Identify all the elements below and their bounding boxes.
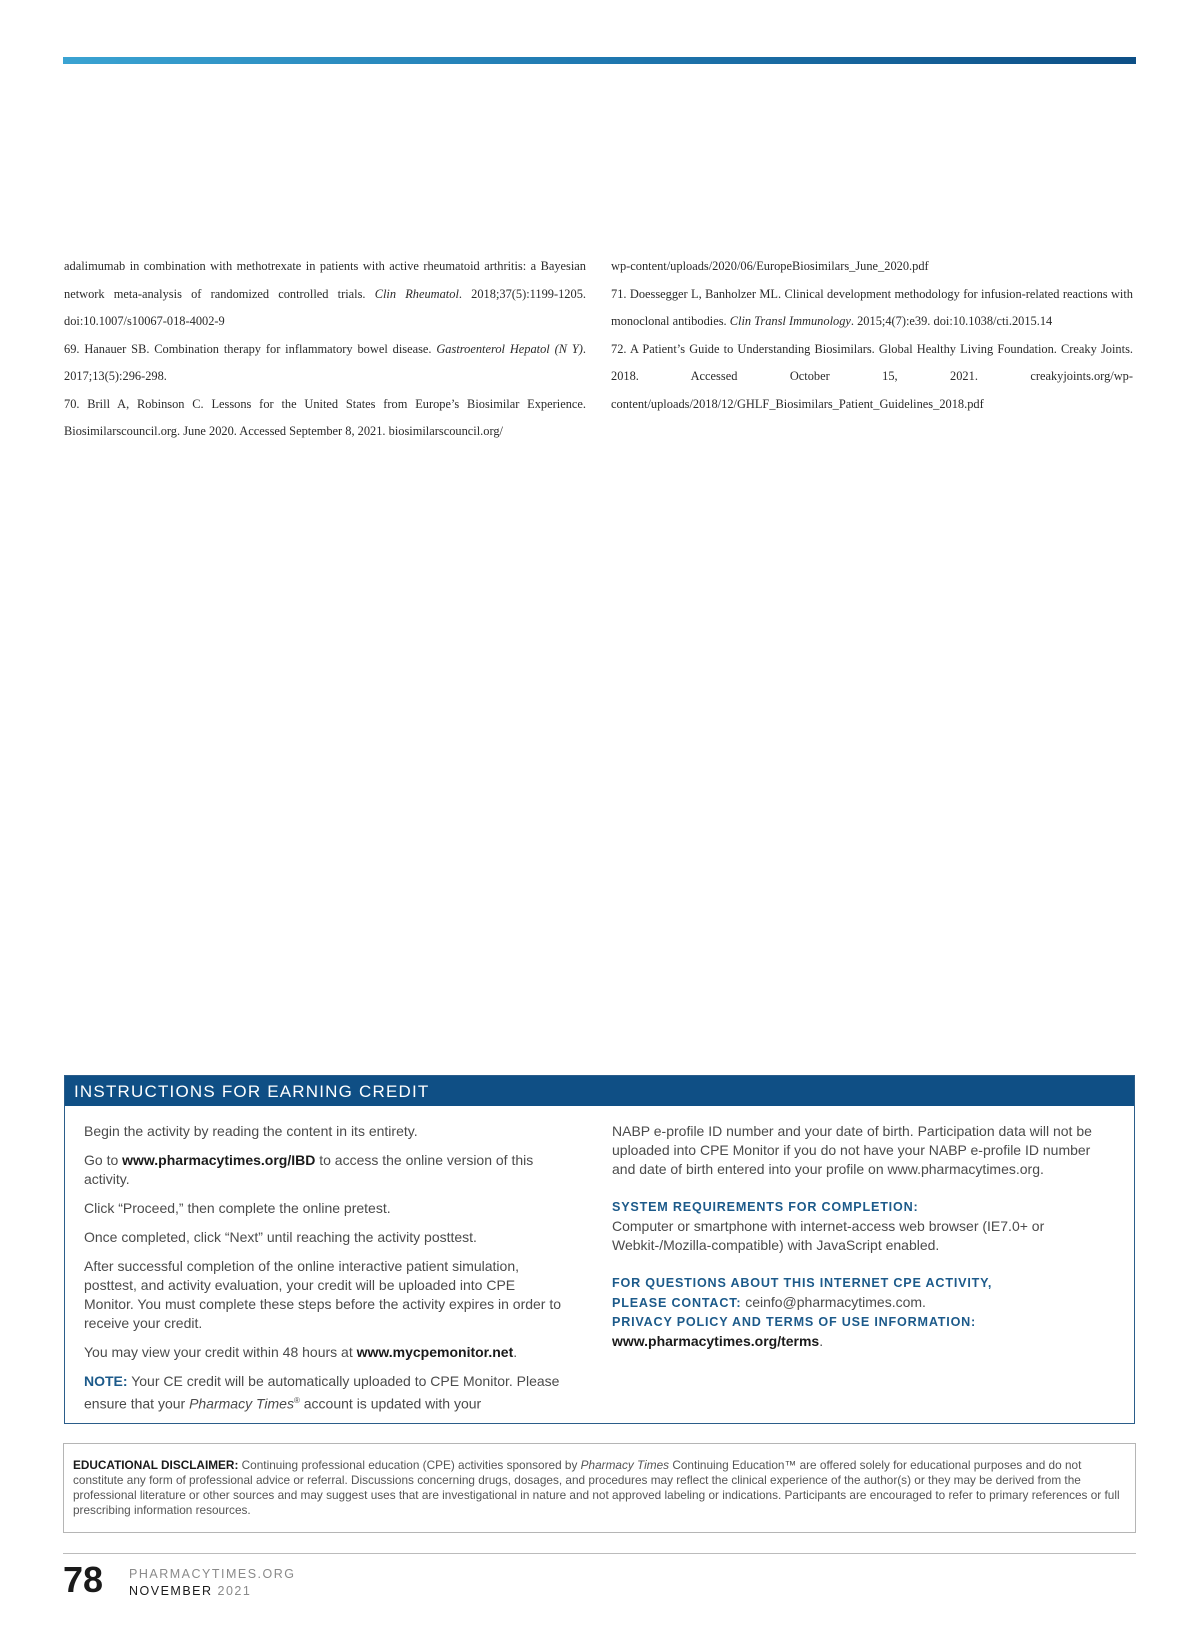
instruction-step: Go to www.pharmacytimes.org/IBD to access the online version of this activity.	[84, 1152, 534, 1187]
header-rule	[63, 57, 1136, 64]
instruction-step: Begin the activity by reading the content in its entirety.	[84, 1123, 418, 1139]
instruction-note: NOTE: Your CE credit will be automatically uploaded to CPE Monitor. Please ensure that your Pharmacy Times® account is updated with your	[84, 1373, 560, 1412]
cpe-monitor-link[interactable]: www.mycpemonitor.net	[356, 1344, 514, 1360]
footer-issue-date: NOVEMBER 2021	[129, 1584, 252, 1598]
privacy-heading: PRIVACY POLICY AND TERMS OF USE INFORMATION:	[612, 1315, 977, 1329]
contact-info	[612, 1274, 1092, 1351]
reference-entry: 70. Brill A, Robinson C. Lessons for the United States from Europe’s Biosimilar Experience. Biosimilarscouncil.org. June 2020. Accessed September 8, 2021. biosimilarscouncil.org/	[64, 396, 586, 438]
system-requirements	[612, 1198, 1092, 1255]
instructions-box	[64, 1075, 1135, 1424]
contact-line: PLEASE CONTACT: ceinfo@pharmacytimes.com.	[612, 1294, 926, 1310]
instruction-step: Click “Proceed,” then complete the online pretest.	[84, 1200, 391, 1216]
instruction-step: Once completed, click “Next” until reaching the activity posttest.	[84, 1229, 477, 1245]
educational-disclaimer: EDUCATIONAL DISCLAIMER: Continuing professional education (CPE) activities sponsored by Pharmacy Times Continuing Education™ are offered solely for educational purposes and do not constitute any form of professional advice or referral. Discussions concerning drugs, dosages, and procedures may reflect the clinical experience of the author(s) or they may be derived from the professional literature or other sources and may suggest uses that are investigational in nature and not approved labeling or indications. Participants are encouraged to refer to primary references or full prescribing information resources.	[63, 1443, 1136, 1533]
footer-rule	[63, 1553, 1136, 1554]
instructions-title: INSTRUCTIONS FOR EARNING CREDIT	[65, 1076, 1134, 1106]
reference-entry: 69. Hanauer SB. Combination therapy for inflammatory bowel disease. Gastroenterol Hepatol (N Y). 2017;13(5):296-298.	[64, 341, 586, 383]
reference-entry: adalimumab in combination with methotrexate in patients with active rheumatoid arthritis: a Bayesian network meta-analysis of randomized controlled trials. Clin Rheumatol. 2018;37(5):1199-1205. doi:10.1007/s10067-018-4002-9	[64, 259, 586, 328]
footer-site: PHARMACYTIMES.ORG	[129, 1567, 296, 1581]
activity-link[interactable]: www.pharmacytimes.org/IBD	[122, 1152, 316, 1168]
page-number: 78	[63, 1559, 104, 1600]
references-column-right	[611, 253, 1133, 418]
contact-email[interactable]: ceinfo@pharmacytimes.com.	[741, 1294, 926, 1310]
privacy-line: www.pharmacytimes.org/terms.	[612, 1333, 824, 1349]
reference-entry: 72. A Patient’s Guide to Understanding Biosimilars. Global Healthy Living Foundation. Creaky Joints. 2018. Accessed October 15, 2021. creakyjoints.org/wp-content/uploads/2018/12/GHLF_Biosimilars_Patient_Guidelines_2018.pdf	[611, 341, 1133, 411]
references-column-left	[64, 253, 586, 446]
reference-entry: wp-content/uploads/2020/06/EuropeBiosimilars_June_2020.pdf	[611, 259, 929, 273]
instruction-step: After successful completion of the online interactive patient simulation, posttest, and activity evaluation, your credit will be uploaded into CPE Monitor. You must complete these steps before the activity expires in order to receive your credit.	[84, 1258, 562, 1331]
instructions-column-right	[612, 1122, 1092, 1351]
system-requirements-text: Computer or smartphone with internet-access web browser (IE7.0+ or Webkit-/Mozilla-compatible) with JavaScript enabled.	[612, 1218, 1045, 1253]
terms-link[interactable]: www.pharmacytimes.org/terms	[612, 1333, 820, 1349]
reference-entry: 71. Doessegger L, Banholzer ML. Clinical development methodology for infusion-related reactions with monoclonal antibodies. Clin Transl Immunology. 2015;4(7):e39. doi:10.1038/cti.2015.14	[611, 286, 1133, 328]
disclaimer-label: EDUCATIONAL DISCLAIMER:	[73, 1458, 239, 1472]
system-requirements-heading: SYSTEM REQUIREMENTS FOR COMPLETION:	[612, 1200, 919, 1214]
instruction-continuation: NABP e-profile ID number and your date of birth. Participation data will not be uploaded into CPE Monitor if you do not have your NABP e-profile ID number and date of birth entered into your profile on www.pharmacytimes.org.	[612, 1123, 1092, 1177]
instruction-step: You may view your credit within 48 hours at www.mycpemonitor.net.	[84, 1344, 518, 1360]
instructions-column-left	[84, 1122, 564, 1424]
questions-heading: FOR QUESTIONS ABOUT THIS INTERNET CPE ACTIVITY,	[612, 1276, 993, 1290]
